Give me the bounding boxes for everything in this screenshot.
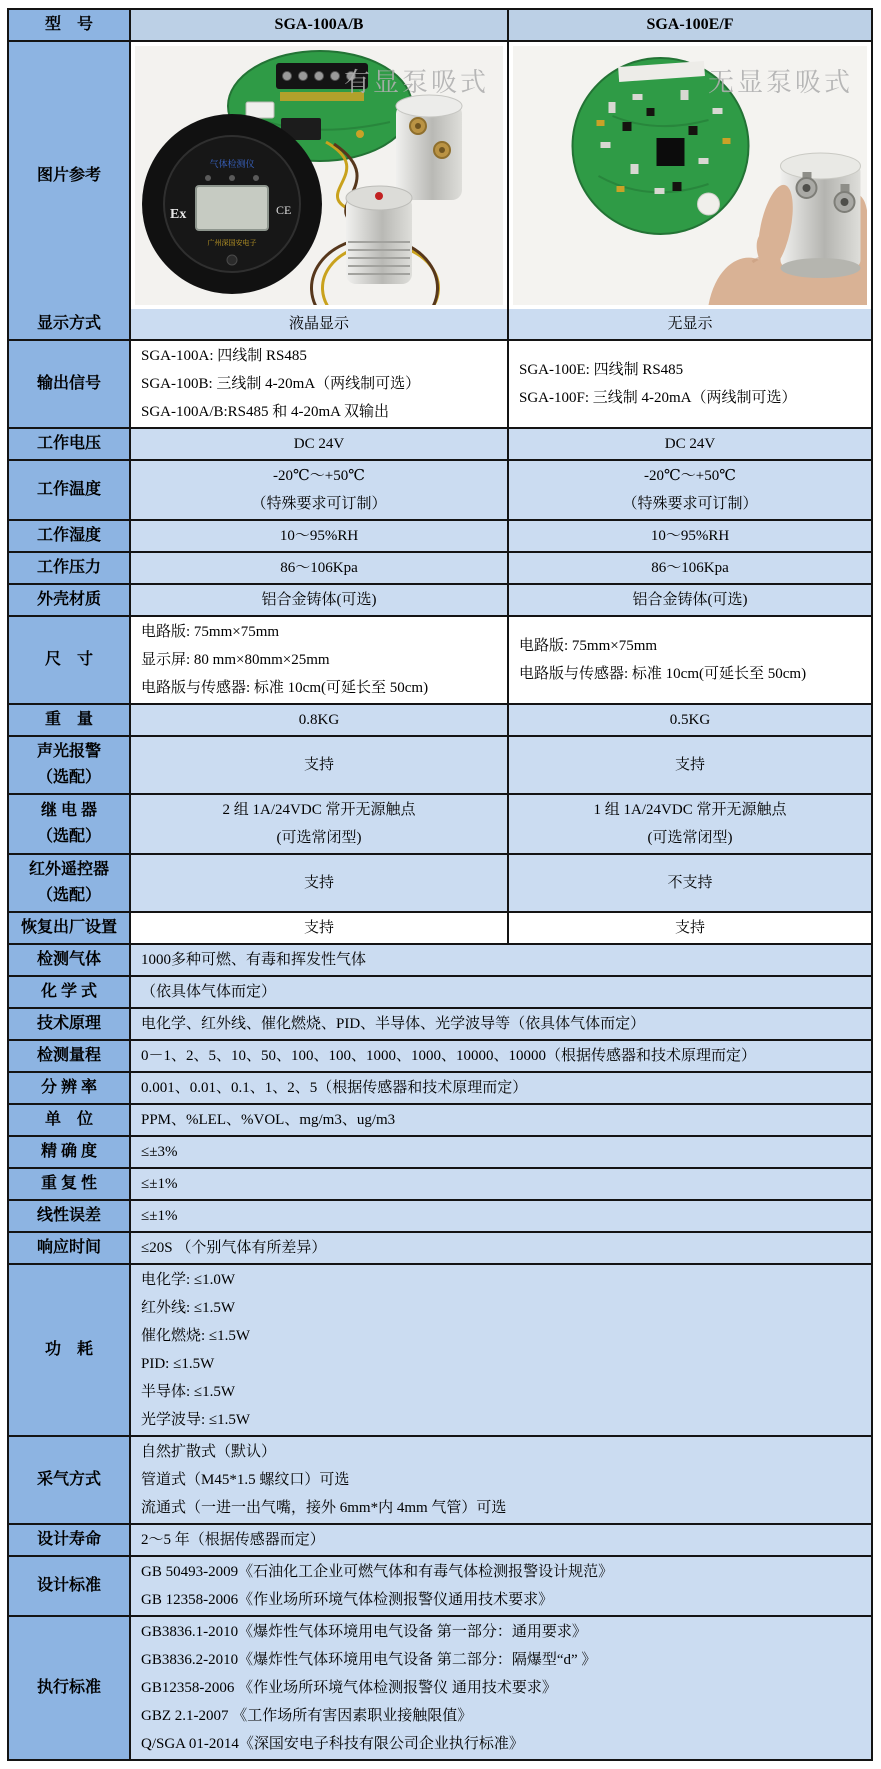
spec-cell-accuracy-span	[131, 1137, 871, 1167]
spec-value: ≤±1%	[141, 1176, 178, 1192]
spec-cell-chemical-formula-span	[131, 977, 871, 1007]
watermark-no-display-pumped: 无显泵吸式	[707, 67, 853, 97]
spec-row-factory-reset	[9, 911, 871, 943]
row-label-text: （选配）	[36, 769, 101, 786]
row-label-text: 执行标准	[36, 1679, 101, 1696]
row-label-technology-principle	[9, 1009, 131, 1039]
svg-text:广州深国安电子: 广州深国安电子	[207, 239, 257, 247]
spec-cell-power-consumption-span	[131, 1265, 871, 1435]
spec-value: GB3836.2-2010《爆炸性气体环境用电气设备 第二部分：隔爆型“d” 》	[141, 1652, 597, 1668]
row-label-text: 分 辨 率	[40, 1079, 97, 1096]
spec-value: (可选常闭型)	[647, 830, 733, 846]
spec-row-power-consumption	[9, 1263, 871, 1435]
spec-value: 半导体: ≤1.5W	[141, 1384, 236, 1400]
row-label-text: 线性误差	[36, 1207, 101, 1224]
spec-value: GB 50493-2009《石油化工企业可燃气体和有毒气体检测报警设计规范》	[141, 1564, 614, 1580]
spec-row-chemical-formula	[9, 975, 871, 1007]
spec-row-detectable-gases	[9, 943, 871, 975]
spec-value: SGA-100B: 三线制 4-20mA（两线制可选）	[141, 376, 421, 392]
spec-value: -20℃～+50℃	[643, 468, 736, 484]
spec-row-working-temperature	[9, 459, 871, 519]
spec-value: 光学波导: ≤1.5W	[141, 1412, 251, 1428]
model-header-text: 型 号	[44, 16, 93, 33]
row-label-text: 工作温度	[36, 481, 101, 498]
spec-value: 红外线: ≤1.5W	[141, 1300, 236, 1316]
spec-value: GBZ 2.1-2007 《工作场所有害因素职业接触限值》	[141, 1708, 473, 1724]
spec-value: 支持	[674, 757, 705, 773]
spec-cell-executive-standards-span	[131, 1617, 871, 1759]
row-label-text: 采气方式	[36, 1471, 101, 1488]
spec-value: PPM、%LEL、%VOL、mg/m3、ug/m3	[141, 1112, 396, 1128]
spec-cell-ir-remote-ef	[509, 855, 871, 911]
row-label-detection-range	[9, 1041, 131, 1071]
product-photo-a-b	[135, 46, 503, 305]
spec-value: 电化学: ≤1.0W	[141, 1272, 236, 1288]
row-label-text: （选配）	[36, 828, 101, 845]
spec-value: DC 24V	[664, 436, 716, 452]
spec-cell-weight-ab	[131, 705, 509, 735]
spec-value: 自然扩散式（默认）	[141, 1444, 277, 1460]
row-label-design-life	[9, 1525, 131, 1555]
spec-value: 支持	[303, 757, 334, 773]
spec-cell-audible-visual-alarm-ab	[131, 737, 509, 793]
spec-value: 流通式（一进一出气嘴，接外 6mm*内 4mm 气管）可选	[141, 1500, 507, 1516]
spec-row-sampling-method	[9, 1435, 871, 1523]
spec-value: 10～95%RH	[279, 528, 359, 544]
row-label-text: 检测量程	[36, 1047, 101, 1064]
spec-value: SGA-100A: 四线制 RS485	[141, 348, 307, 364]
row-label-factory-reset	[9, 913, 131, 943]
spec-cell-repeatability-span	[131, 1169, 871, 1199]
row-label-text: 输出信号	[36, 375, 101, 392]
spec-value: 支持	[303, 875, 334, 891]
row-label-design-standards	[9, 1557, 131, 1615]
spec-row-working-pressure	[9, 551, 871, 583]
row-label-text: 单 位	[44, 1111, 93, 1128]
photo-cell-e-f	[509, 42, 871, 309]
spec-value: SGA-100F: 三线制 4-20mA（两线制可选）	[519, 390, 797, 406]
model-a-b-header	[131, 10, 509, 40]
row-label-working-pressure	[9, 553, 131, 583]
photo-row	[9, 40, 871, 309]
spec-row-response-time	[9, 1231, 871, 1263]
row-label-response-time	[9, 1233, 131, 1263]
spec-value: 催化燃烧: ≤1.5W	[141, 1328, 251, 1344]
row-label-text: 显示方式	[36, 315, 101, 332]
spec-value: 支持	[674, 920, 705, 936]
spec-value: Q/SGA 01-2014《深国安电子科技有限公司企业执行标准》	[141, 1736, 524, 1752]
spec-cell-linearity-error-span	[131, 1201, 871, 1231]
spec-cell-working-humidity-ef	[509, 521, 871, 551]
row-label-output-signal	[9, 341, 131, 427]
row-label-working-temperature	[9, 461, 131, 519]
spec-cell-factory-reset-ef	[509, 913, 871, 943]
row-label-text: 外壳材质	[36, 591, 101, 608]
spec-row-linearity-error	[9, 1199, 871, 1231]
row-label-audible-visual-alarm	[9, 737, 131, 793]
spec-cell-resolution-span	[131, 1073, 871, 1103]
row-label-text: （选配）	[36, 887, 101, 904]
spec-cell-working-temperature-ef	[509, 461, 871, 519]
spec-value: 0.5KG	[669, 712, 711, 728]
spec-row-ir-remote	[9, 853, 871, 911]
spec-rows	[9, 309, 871, 1759]
spec-value: 显示屏: 80 mm×80mm×25mm	[141, 652, 330, 668]
spec-cell-output-signal-ef	[509, 341, 871, 427]
spec-value: SGA-100E: 四线制 RS485	[519, 362, 684, 378]
spec-value: 支持	[303, 920, 334, 936]
spec-value: ≤±3%	[141, 1144, 178, 1160]
model-e-f-text: SGA-100E/F	[646, 16, 734, 33]
row-label-sampling-method	[9, 1437, 131, 1523]
spec-row-unit	[9, 1103, 871, 1135]
spec-value: (可选常闭型)	[276, 830, 362, 846]
spec-value: （依具体气体而定）	[141, 984, 277, 1000]
row-label-text: 技术原理	[36, 1015, 101, 1032]
row-label-text: 声光报警	[36, 743, 101, 760]
spec-value: （特殊要求可订制）	[251, 496, 387, 512]
spec-cell-sampling-method-span	[131, 1437, 871, 1523]
spec-row-audible-visual-alarm	[9, 735, 871, 793]
spec-value: 10～95%RH	[650, 528, 730, 544]
spec-value: （特殊要求可订制）	[622, 496, 758, 512]
row-label-text: 设计寿命	[36, 1531, 101, 1548]
row-label-text: 设计标准	[36, 1577, 101, 1594]
spec-table	[7, 8, 873, 1761]
model-a-b-text: SGA-100A/B	[274, 16, 364, 33]
spec-row-display-mode	[9, 309, 871, 339]
spec-cell-response-time-span	[131, 1233, 871, 1263]
row-label-linearity-error	[9, 1201, 131, 1231]
row-label-text: 精 确 度	[40, 1143, 97, 1160]
spec-value: 电路版与传感器: 标准 10cm(可延长至 50cm)	[519, 666, 807, 682]
row-label-display-mode	[9, 309, 131, 339]
row-label-working-humidity	[9, 521, 131, 551]
spec-cell-ir-remote-ab	[131, 855, 509, 911]
row-label-text: 检测气体	[36, 951, 101, 968]
spec-cell-display-mode-ab	[131, 309, 509, 339]
spec-value: 0.8KG	[298, 712, 340, 728]
row-label-text: 工作湿度	[36, 527, 101, 544]
spec-value: 液晶显示	[288, 316, 349, 332]
spec-cell-working-temperature-ab	[131, 461, 509, 519]
spec-value: GB3836.1-2010《爆炸性气体环境用电气设备 第一部分：通用要求》	[141, 1624, 587, 1640]
row-label-text: 红外遥控器	[28, 861, 109, 878]
row-label-repeatability	[9, 1169, 131, 1199]
row-label-unit	[9, 1105, 131, 1135]
spec-row-working-humidity	[9, 519, 871, 551]
spec-value: GB12358-2006 《作业场所环境气体检测报警仪 通用技术要求》	[141, 1680, 557, 1696]
spec-cell-dimensions-ab	[131, 617, 509, 703]
spec-row-housing-material	[9, 583, 871, 615]
spec-value: 2 组 1A/24VDC 常开无源触点	[222, 802, 416, 818]
spec-row-relay	[9, 793, 871, 853]
spec-value: -20℃～+50℃	[272, 468, 365, 484]
row-label-text: 功 耗	[44, 1341, 93, 1358]
row-label-resolution	[9, 1073, 131, 1103]
spec-value: 电路版: 75mm×75mm	[141, 624, 280, 640]
spec-row-dimensions	[9, 615, 871, 703]
svg-text:气体检测仪: 气体检测仪	[209, 159, 255, 169]
row-label-executive-standards	[9, 1617, 131, 1759]
spec-cell-display-mode-ef	[509, 309, 871, 339]
spec-value: ≤±1%	[141, 1208, 178, 1224]
spec-value: 1 组 1A/24VDC 常开无源触点	[593, 802, 787, 818]
spec-value: PID: ≤1.5W	[141, 1356, 215, 1372]
spec-value: 铝合金铸体(可选)	[632, 592, 748, 608]
model-e-f-header	[509, 10, 871, 40]
spec-value: SGA-100A/B:RS485 和 4-20mA 双输出	[141, 404, 389, 420]
row-label-working-voltage	[9, 429, 131, 459]
row-label-power-consumption	[9, 1265, 131, 1435]
spec-cell-working-pressure-ef	[509, 553, 871, 583]
spec-value: 86～106Kpa	[280, 560, 358, 576]
header-row	[9, 10, 871, 40]
spec-cell-audible-visual-alarm-ef	[509, 737, 871, 793]
spec-cell-detection-range-span	[131, 1041, 871, 1071]
spec-cell-design-life-span	[131, 1525, 871, 1555]
spec-row-resolution	[9, 1071, 871, 1103]
spec-value: 不支持	[667, 875, 713, 891]
row-label-text: 化 学 式	[40, 983, 97, 1000]
row-label-text: 响应时间	[36, 1239, 101, 1256]
row-label-text: 恢复出厂设置	[20, 919, 117, 936]
row-label-relay	[9, 795, 131, 853]
spec-row-repeatability	[9, 1167, 871, 1199]
spec-cell-technology-principle-span	[131, 1009, 871, 1039]
svg-text:CE: CE	[276, 203, 292, 217]
spec-cell-housing-material-ef	[509, 585, 871, 615]
spec-value: 0.001、0.01、0.1、1、2、5（根据传感器和技术原理而定）	[141, 1080, 528, 1096]
row-label-weight	[9, 705, 131, 735]
spec-row-detection-range	[9, 1039, 871, 1071]
row-label-dimensions	[9, 617, 131, 703]
spec-cell-factory-reset-ab	[131, 913, 509, 943]
row-label-text: 尺 寸	[44, 651, 93, 668]
product-photo-e-f	[513, 46, 867, 305]
spec-value: 电路版: 75mm×75mm	[519, 638, 658, 654]
spec-cell-housing-material-ab	[131, 585, 509, 615]
spec-value: 0－1、2、5、10、50、100、100、1000、1000、10000、10000（根据传感器和技术原理而定）	[141, 1048, 757, 1064]
row-label-text: 重 复 性	[40, 1175, 97, 1192]
spec-value: GB 12358-2006《作业场所环境气体检测报警仪通用技术要求》	[141, 1592, 554, 1608]
watermark-pumped-with-display: 有显泵吸式	[343, 67, 489, 97]
spec-row-weight	[9, 703, 871, 735]
spec-value: 2～5 年（根据传感器而定）	[141, 1532, 325, 1548]
spec-cell-working-voltage-ab	[131, 429, 509, 459]
spec-row-output-signal	[9, 339, 871, 427]
spec-cell-dimensions-ef	[509, 617, 871, 703]
spec-value: 管道式（M45*1.5 螺纹口）可选	[141, 1472, 350, 1488]
spec-cell-working-humidity-ab	[131, 521, 509, 551]
spec-value: 无显示	[667, 316, 713, 332]
row-label-text: 继 电 器	[40, 802, 97, 819]
spec-cell-relay-ab	[131, 795, 509, 853]
spec-cell-working-voltage-ef	[509, 429, 871, 459]
spec-value: 1000多种可燃、有毒和挥发性气体	[141, 952, 367, 968]
row-label-detectable-gases	[9, 945, 131, 975]
spec-value: 电路版与传感器: 标准 10cm(可延长至 50cm)	[141, 680, 429, 696]
row-label-text: 工作压力	[36, 559, 101, 576]
spec-cell-unit-span	[131, 1105, 871, 1135]
svg-text:Ex: Ex	[170, 207, 187, 222]
spec-row-design-standards	[9, 1555, 871, 1615]
spec-cell-output-signal-ab	[131, 341, 509, 427]
spec-row-executive-standards	[9, 1615, 871, 1759]
spec-cell-relay-ef	[509, 795, 871, 853]
spec-row-accuracy	[9, 1135, 871, 1167]
spec-cell-weight-ef	[509, 705, 871, 735]
spec-cell-working-pressure-ab	[131, 553, 509, 583]
spec-row-design-life	[9, 1523, 871, 1555]
spec-row-technology-principle	[9, 1007, 871, 1039]
spec-value: 电化学、红外线、催化燃烧、PID、半导体、光学波导等（依具体气体而定）	[141, 1016, 646, 1032]
model-header-label	[9, 10, 131, 40]
spec-value: 86～106Kpa	[651, 560, 729, 576]
spec-row-working-voltage	[9, 427, 871, 459]
row-label-ir-remote	[9, 855, 131, 911]
spec-value: 铝合金铸体(可选)	[261, 592, 377, 608]
spec-cell-design-standards-span	[131, 1557, 871, 1615]
photo-cell-a-b	[131, 42, 509, 309]
row-label-text: 工作电压	[36, 435, 101, 452]
photo-row-label	[9, 42, 131, 309]
spec-value: DC 24V	[293, 436, 345, 452]
row-label-chemical-formula	[9, 977, 131, 1007]
spec-value: ≤20S （个别气体有所差异）	[141, 1240, 327, 1256]
spec-cell-detectable-gases-span	[131, 945, 871, 975]
row-label-accuracy	[9, 1137, 131, 1167]
photo-row-label-text: 图片参考	[36, 166, 101, 184]
row-label-housing-material	[9, 585, 131, 615]
row-label-text: 重 量	[44, 711, 93, 728]
